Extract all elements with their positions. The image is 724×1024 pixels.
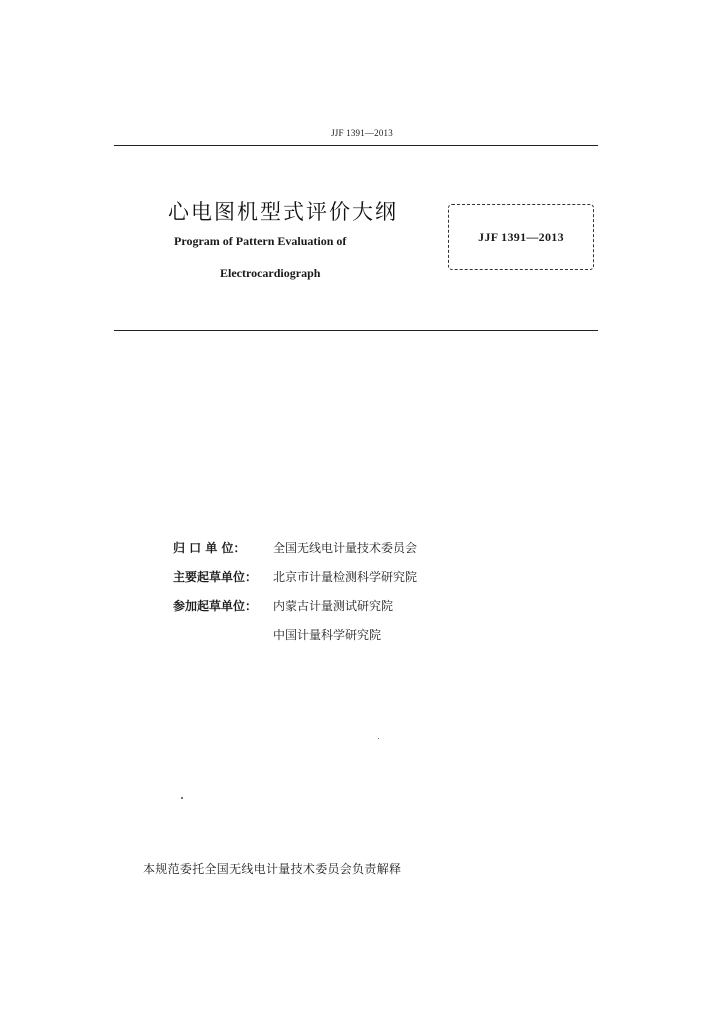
- header-standard-code: JJF 1391—2013: [331, 128, 393, 138]
- unit-value: 中国计量科学研究院: [273, 628, 382, 642]
- standard-code-box: [448, 204, 594, 270]
- unit-label: 归 口 单 位：: [173, 541, 246, 555]
- unit-row-responsible: [173, 533, 417, 562]
- title-english-line2: Electrocardiograph: [220, 266, 321, 280]
- unit-value: 内蒙古计量测试研究院: [273, 599, 394, 613]
- unit-value: 北京市计量检测科学研究院: [273, 570, 418, 584]
- scan-speck: [181, 797, 183, 799]
- scan-speck: [378, 738, 379, 739]
- unit-row-main-drafter: [173, 562, 417, 591]
- unit-label: 主要起草单位：: [173, 570, 258, 584]
- unit-value: 全国无线电计量技术委员会: [273, 541, 418, 555]
- drafting-units: [173, 533, 417, 649]
- standard-code-box-text: JJF 1391—2013: [478, 229, 564, 244]
- interpretation-note: 本规范委托全国无线电计量技术委员会负责解释: [143, 862, 402, 876]
- header-rule: [114, 145, 598, 146]
- title-rule: [114, 330, 598, 331]
- title-chinese: 心电图机型式评价大纲: [168, 200, 398, 224]
- title-english-line1: Program of Pattern Evaluation of: [174, 234, 347, 248]
- unit-label: 参加起草单位：: [173, 599, 258, 613]
- unit-row-participating-drafter-2: [173, 620, 417, 649]
- unit-row-participating-drafter: [173, 591, 417, 620]
